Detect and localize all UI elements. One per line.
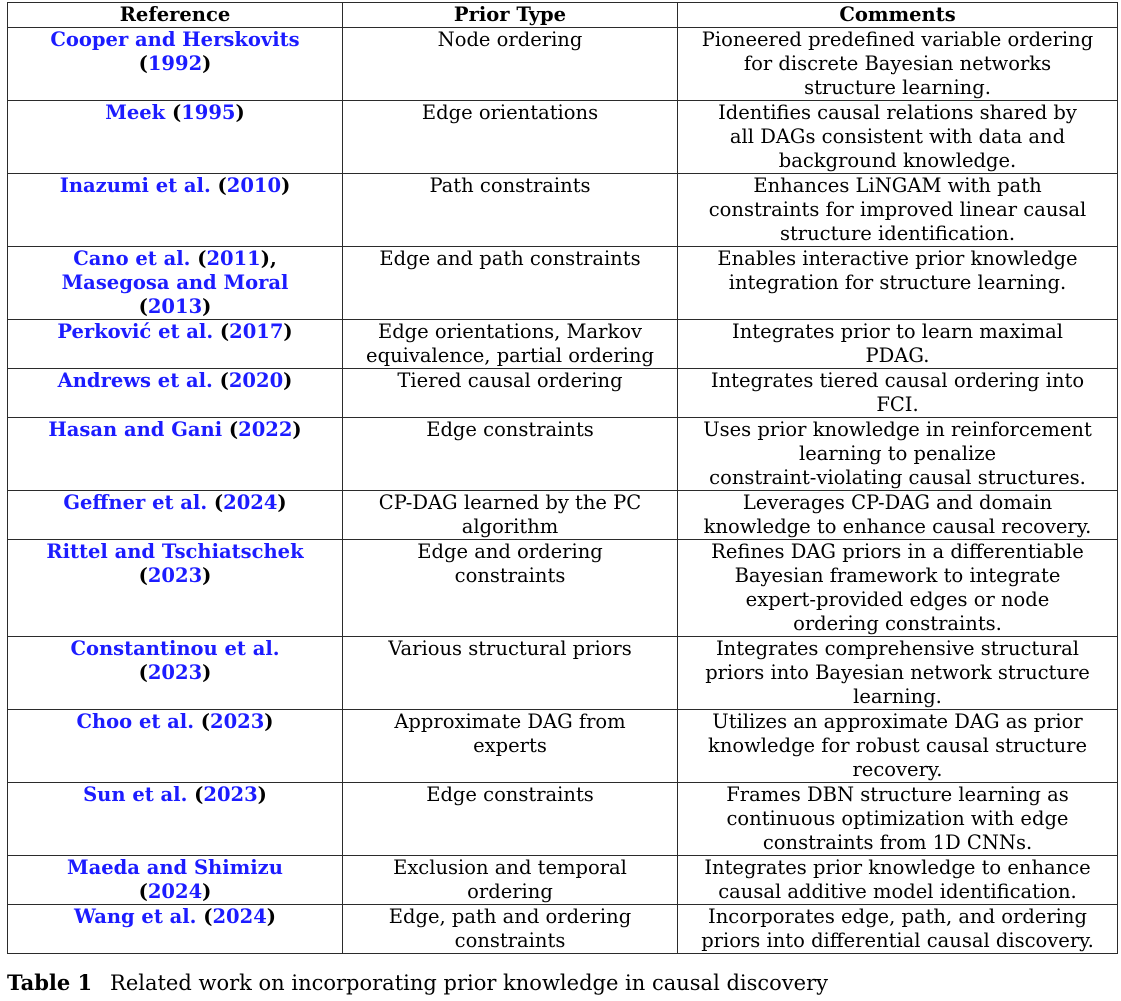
citation-punctuation: (: [190, 247, 207, 270]
citation-authors-link[interactable]: Meek: [105, 101, 166, 124]
citation-authors-link[interactable]: Rittel and Tschiatschek: [46, 540, 304, 563]
citation-punctuation: (: [138, 52, 148, 75]
comment-line: Identifies causal relations shared by: [718, 101, 1077, 124]
table-row: [8, 174, 1118, 247]
comment-line: Integrates prior knowledge to enhance: [704, 856, 1091, 879]
comments-cell: [678, 101, 1118, 174]
reference-cell: [8, 491, 343, 540]
reference-cell: [8, 540, 343, 637]
prior-type-cell: [343, 28, 678, 101]
prior-type-line: algorithm: [461, 515, 559, 538]
citation-punctuation: (: [222, 418, 239, 441]
comment-line: Incorporates edge, path, and ordering: [708, 905, 1087, 928]
header-reference: Reference: [8, 3, 343, 28]
comments-cell: [678, 369, 1118, 418]
prior-type-cell: [343, 491, 678, 540]
prior-type-cell: [343, 101, 678, 174]
reference-line: [14, 52, 336, 76]
table-row: [8, 101, 1118, 174]
reference-line: [14, 783, 336, 807]
caption-label: Table 1: [7, 970, 93, 995]
comment-line: background knowledge.: [778, 149, 1017, 172]
citation-year-link[interactable]: 1995: [181, 101, 236, 124]
header-comments: Comments: [678, 3, 1118, 28]
prior-type-line: Path constraints: [429, 174, 591, 197]
reference-cell: [8, 101, 343, 174]
citation-year-link[interactable]: 2017: [229, 320, 284, 343]
prior-type-line: Approximate DAG from: [394, 710, 626, 733]
citation-punctuation: ): [202, 661, 212, 684]
comment-line: Integrates prior to learn maximal: [732, 320, 1063, 343]
reference-line: [14, 369, 336, 393]
citation-punctuation: (: [138, 880, 148, 903]
comments-cell: [678, 28, 1118, 101]
header-prior-type: Prior Type: [343, 3, 678, 28]
comment-line: for discrete Bayesian networks: [743, 52, 1052, 75]
reference-line: [14, 320, 336, 344]
citation-authors-link[interactable]: Cano et al.: [73, 247, 191, 270]
comment-line: Uses prior knowledge in reinforcement: [703, 418, 1092, 441]
citation-year-link[interactable]: 2023: [147, 564, 203, 587]
prior-type-cell: [343, 174, 678, 247]
table-row: [8, 491, 1118, 540]
reference-line: [14, 174, 336, 198]
table-row: [8, 28, 1118, 101]
reference-line: [14, 564, 336, 588]
citation-punctuation: ),: [260, 247, 277, 270]
citation-punctuation: (: [138, 564, 148, 587]
citation-punctuation: ): [292, 418, 302, 441]
citation-year-link[interactable]: 1992: [147, 52, 203, 75]
citation-authors-link[interactable]: Perković et al.: [57, 320, 214, 343]
prior-type-cell: [343, 418, 678, 491]
reference-cell: [8, 905, 343, 954]
citation-punctuation: (: [138, 295, 148, 318]
comment-line: Utilizes an approximate DAG as prior: [712, 710, 1083, 733]
comment-line: recovery.: [852, 758, 943, 781]
table-row: [8, 710, 1118, 783]
comment-line: knowledge for robust causal structure: [708, 734, 1087, 757]
table-row: [8, 247, 1118, 320]
comments-cell: [678, 905, 1118, 954]
prior-type-cell: [343, 369, 678, 418]
citation-year-link[interactable]: 2024: [212, 905, 267, 928]
comment-line: FCI.: [876, 393, 919, 416]
comment-line: ordering constraints.: [793, 612, 1002, 635]
table-row: [8, 540, 1118, 637]
citation-punctuation: ): [202, 880, 212, 903]
citation-year-link[interactable]: 2023: [147, 661, 203, 684]
reference-line: [14, 661, 336, 685]
citation-year-link[interactable]: 2023: [210, 710, 265, 733]
citation-punctuation: ): [202, 295, 212, 318]
related-work-table: [7, 2, 1118, 954]
comment-line: priors into differential causal discovery.: [701, 929, 1094, 952]
citation-year-link[interactable]: 2020: [228, 369, 284, 392]
citation-punctuation: ): [266, 905, 276, 928]
prior-type-cell: [343, 905, 678, 954]
prior-type-cell: [343, 783, 678, 856]
table-row: [8, 418, 1118, 491]
reference-line: [14, 28, 336, 52]
prior-type-cell: [343, 856, 678, 905]
comment-line: knowledge to enhance causal recovery.: [703, 515, 1092, 538]
table-row: [8, 369, 1118, 418]
comment-line: integration for structure learning.: [728, 271, 1067, 294]
citation-punctuation: (: [207, 491, 224, 514]
citation-authors-link[interactable]: Sun et al.: [83, 783, 188, 806]
citation-authors-link[interactable]: Wang et al.: [73, 905, 197, 928]
comment-line: Refines DAG priors in a differentiable: [711, 540, 1084, 563]
comment-line: Enhances LiNGAM with path: [753, 174, 1042, 197]
citation-authors-link[interactable]: Choo et al.: [76, 710, 194, 733]
prior-type-line: Edge orientations: [421, 101, 599, 124]
comment-line: Leverages CP-DAG and domain: [742, 491, 1053, 514]
reference-line: [14, 637, 336, 661]
citation-year-link[interactable]: 2024: [147, 880, 203, 903]
comment-line: Integrates comprehensive structural: [715, 637, 1080, 660]
citation-year-link[interactable]: 2024: [223, 491, 278, 514]
reference-cell: [8, 710, 343, 783]
comments-cell: [678, 418, 1118, 491]
comment-line: Pioneered predefined variable ordering: [701, 28, 1094, 51]
comments-cell: [678, 710, 1118, 783]
comment-line: Enables interactive prior knowledge: [717, 247, 1078, 270]
comments-cell: [678, 491, 1118, 540]
reference-cell: [8, 637, 343, 710]
comment-line: Bayesian framework to integrate: [734, 564, 1061, 587]
citation-year-link[interactable]: 2023: [203, 783, 258, 806]
prior-type-line: ordering: [467, 880, 553, 903]
citation-punctuation: ): [283, 320, 293, 343]
table-header: [8, 3, 1118, 28]
prior-type-cell: [343, 247, 678, 320]
citation-punctuation: ): [202, 52, 212, 75]
comment-line: structure learning.: [804, 76, 991, 99]
prior-type-cell: [343, 320, 678, 369]
reference-line: [14, 295, 336, 319]
reference-line: [14, 710, 336, 734]
comment-line: learning.: [853, 685, 942, 708]
prior-type-line: CP-DAG learned by the PC: [378, 491, 642, 514]
citation-year-link[interactable]: 2010: [226, 174, 282, 197]
comments-cell: [678, 540, 1118, 637]
comments-cell: [678, 637, 1118, 710]
citation-punctuation: ): [202, 564, 212, 587]
citation-punctuation: (: [187, 783, 204, 806]
citation-authors-link[interactable]: Inazumi et al.: [59, 174, 211, 197]
reference-cell: [8, 174, 343, 247]
comment-line: structure identification.: [779, 222, 1016, 245]
reference-line: [14, 247, 336, 271]
reference-cell: [8, 320, 343, 369]
citation-punctuation: (: [212, 369, 229, 392]
citation-punctuation: (: [165, 101, 182, 124]
prior-type-line: Exclusion and temporal: [393, 856, 627, 879]
prior-type-line: Edge and ordering: [417, 540, 603, 563]
comment-line: causal additive model identification.: [718, 880, 1077, 903]
prior-type-cell: [343, 637, 678, 710]
comment-line: constraints for improved linear causal: [708, 198, 1087, 221]
comments-cell: [678, 247, 1118, 320]
citation-authors-link[interactable]: Masegosa and Moral: [61, 271, 289, 294]
comments-cell: [678, 320, 1118, 369]
prior-type-line: constraints: [454, 564, 566, 587]
comment-line: all DAGs consistent with data and: [729, 125, 1066, 148]
comments-cell: [678, 783, 1118, 856]
prior-type-line: experts: [473, 734, 547, 757]
prior-type-line: Edge constraints: [426, 418, 594, 441]
comments-cell: [678, 174, 1118, 247]
prior-type-cell: [343, 710, 678, 783]
comments-cell: [678, 856, 1118, 905]
table-row: [8, 783, 1118, 856]
table-row: [8, 637, 1118, 710]
citation-year-link[interactable]: 2013: [147, 295, 203, 318]
prior-type-line: constraints: [454, 929, 566, 952]
comment-line: constraints from 1D CNNs.: [762, 831, 1033, 854]
citation-punctuation: (: [213, 320, 230, 343]
reference-line: [14, 856, 336, 880]
reference-line: [14, 101, 336, 125]
table-body: [8, 28, 1118, 954]
reference-cell: [8, 783, 343, 856]
prior-type-line: Tiered causal ordering: [397, 369, 623, 392]
reference-line: [14, 880, 336, 904]
prior-type-line: Edge and path constraints: [379, 247, 641, 270]
comment-line: priors into Bayesian network structure: [705, 661, 1090, 684]
reference-cell: [8, 418, 343, 491]
reference-line: [14, 491, 336, 515]
table-row: [8, 856, 1118, 905]
citation-year-link[interactable]: 2011: [206, 247, 261, 270]
comment-line: expert-provided edges or node: [745, 588, 1050, 611]
reference-line: [14, 418, 336, 442]
reference-line: [14, 540, 336, 564]
citation-punctuation: (: [138, 661, 148, 684]
reference-cell: [8, 247, 343, 320]
comment-line: Frames DBN structure learning as: [726, 783, 1069, 806]
citation-authors-link[interactable]: Hasan and Gani: [48, 418, 223, 441]
prior-type-cell: [343, 540, 678, 637]
citation-punctuation: ): [235, 101, 245, 124]
prior-type-line: Node ordering: [437, 28, 583, 51]
reference-line: [14, 271, 336, 295]
comment-line: Integrates tiered causal ordering into: [710, 369, 1085, 392]
comment-line: PDAG.: [865, 344, 930, 367]
prior-type-line: Edge, path and ordering: [388, 905, 632, 928]
citation-punctuation: ): [257, 783, 267, 806]
reference-line: [14, 905, 336, 929]
citation-punctuation: ): [283, 369, 293, 392]
citation-authors-link[interactable]: Cooper and Herskovits: [50, 28, 300, 51]
citation-punctuation: ): [277, 491, 287, 514]
table-row: [8, 320, 1118, 369]
reference-cell: [8, 369, 343, 418]
reference-cell: [8, 856, 343, 905]
table-row: [8, 905, 1118, 954]
citation-punctuation: (: [196, 905, 213, 928]
caption-text: Related work on incorporating prior knowledge in causal discovery: [110, 971, 829, 995]
citation-authors-link[interactable]: Constantinou et al.: [70, 637, 280, 660]
citation-punctuation: (: [210, 174, 227, 197]
comment-line: constraint-violating causal structures.: [709, 466, 1086, 489]
prior-type-line: Edge orientations, Markov: [377, 320, 643, 343]
citation-authors-link[interactable]: Maeda and Shimizu: [67, 856, 283, 879]
citation-punctuation: ): [281, 174, 291, 197]
table-caption: [7, 971, 1117, 995]
comment-line: continuous optimization with edge: [726, 807, 1069, 830]
citation-punctuation: ): [264, 710, 274, 733]
comment-line: learning to penalize: [798, 442, 997, 465]
citation-punctuation: (: [194, 710, 211, 733]
prior-type-line: equivalence, partial ordering: [366, 344, 654, 367]
header-row: [8, 3, 1118, 28]
citation-authors-link[interactable]: Andrews et al.: [57, 369, 213, 392]
reference-cell: [8, 28, 343, 101]
citation-year-link[interactable]: 2022: [238, 418, 293, 441]
prior-type-line: Edge constraints: [426, 783, 594, 806]
prior-type-line: Various structural priors: [388, 637, 632, 660]
citation-authors-link[interactable]: Geffner et al.: [63, 491, 208, 514]
